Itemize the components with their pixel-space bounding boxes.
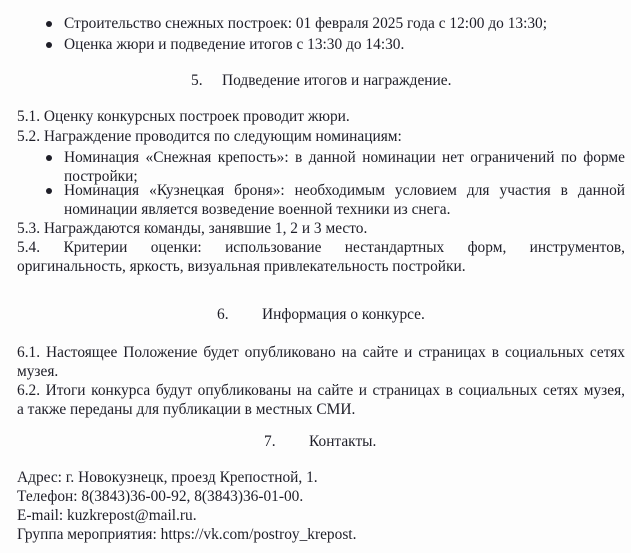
contact-address: Адрес: г. Новокузнецк, проезд Крепостной, 1. [17, 469, 318, 486]
paragraph-6-1-line-1: 6.1. Настоящее Положение будет опубликовано на сайте и страницах в социальных сетях [17, 344, 625, 361]
paragraph-5-1: 5.1. Оценку конкурсных построек проводит жюри. [17, 108, 350, 125]
section-6-number: 6. [217, 306, 229, 323]
paragraph-6-1-line-2: музея. [17, 363, 59, 380]
paragraph-5-2: 5.2. Награждение проводится по следующим номинациям: [17, 128, 402, 145]
bullet-icon [46, 21, 52, 27]
schedule-item-judging: Оценка жюри и подведение итогов с 13:30 до 14:30. [64, 36, 405, 53]
bullet-icon [46, 188, 52, 194]
contact-phone: Телефон: 8(3843)36-00-92, 8(3843)36-01-00. [17, 488, 304, 505]
bullet-icon [46, 42, 52, 48]
section-6-title: Информация о конкурсе. [262, 306, 425, 323]
paragraph-6-2-line-2: а также переданы для публикации в местных СМИ. [17, 401, 356, 418]
bullet-icon [46, 155, 52, 161]
section-5-title: Подведение итогов и награждение. [222, 72, 452, 89]
nomination-snow-fortress-line-2: постройки; [64, 168, 138, 185]
paragraph-5-4-line-2: оригинальность, яркость, визуальная привлекательность постройки. [17, 258, 466, 275]
section-5-number: 5. [191, 72, 203, 89]
paragraph-5-3: 5.3. Награждаются команды, занявшие 1, 2 и 3 место. [17, 220, 368, 237]
section-7-number: 7. [264, 433, 276, 450]
nomination-kuznetsk-armor-line-2: номинации является возведение военной техники из снега. [64, 201, 451, 218]
paragraph-6-2-line-1: 6.2. Итоги конкурса будут опубликованы на сайте и страницах в социальных сетях музея, [17, 382, 625, 399]
nomination-kuznetsk-armor-line-1: Номинация «Кузнецкая броня»: необходимым условием для участия в данной [64, 182, 625, 199]
contact-group-link: Группа мероприятия: https://vk.com/postroy_krepost. [17, 526, 357, 543]
schedule-item-construction: Строительство снежных построек: 01 февраля 2025 года с 12:00 до 13:30; [64, 15, 548, 32]
contact-email: E-mail: kuzkrepost@mail.ru. [17, 507, 197, 524]
nomination-snow-fortress-line-1: Номинация «Снежная крепость»: в данной номинации нет ограничений по форме [64, 149, 625, 166]
paragraph-5-4-line-1: 5.4. Критерии оценки: использование нестандартных форм, инструментов, [17, 239, 625, 256]
section-7-title: Контакты. [309, 433, 377, 450]
